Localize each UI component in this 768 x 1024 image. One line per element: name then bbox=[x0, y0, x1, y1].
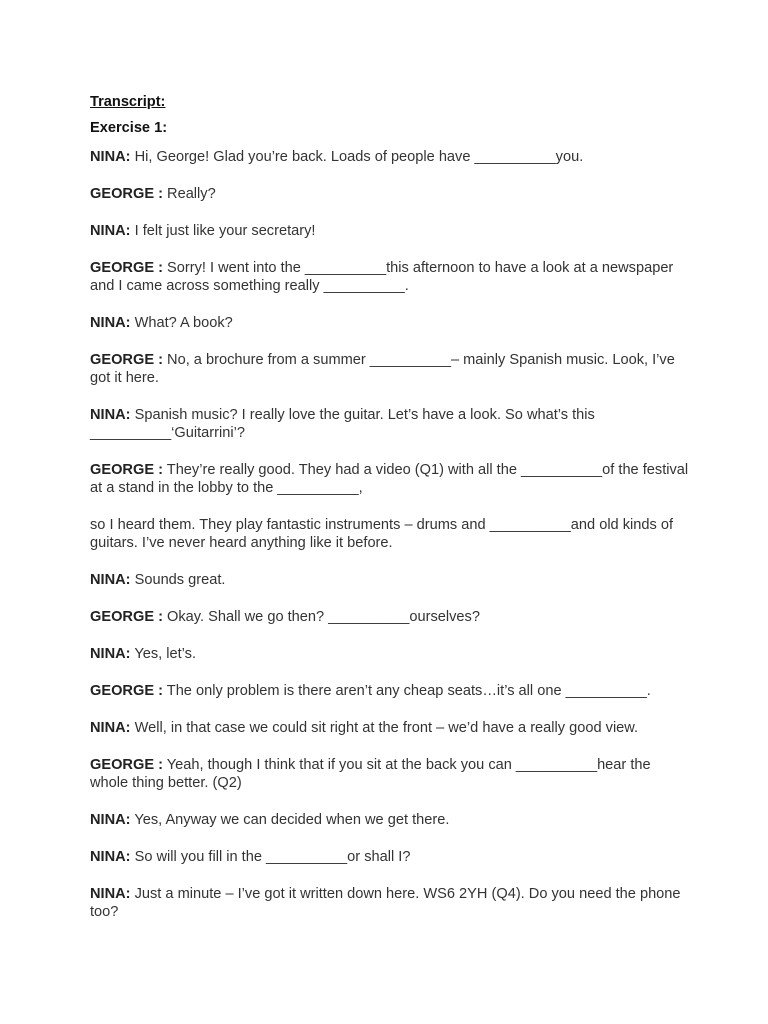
dialogue-text: So will you fill in the __________or shall I? bbox=[130, 849, 411, 865]
dialogue-text: Sounds great. bbox=[130, 572, 226, 588]
speaker-label: NINA: bbox=[90, 886, 131, 902]
speaker-label: NINA: bbox=[90, 646, 131, 662]
dialogue-line bbox=[90, 259, 690, 295]
dialogue-text: Hi, George! Glad you’re back. Loads of people have __________you. bbox=[130, 149, 584, 165]
dialogue-line bbox=[90, 756, 690, 792]
speaker-label: GEORGE : bbox=[90, 260, 163, 276]
dialogue-text: Okay. Shall we go then? __________ourselves? bbox=[162, 609, 480, 625]
speaker-label: NINA: bbox=[90, 849, 131, 865]
dialogue-line bbox=[90, 148, 690, 166]
exercise-heading: Exercise 1: bbox=[90, 120, 168, 136]
dialogue-text: Yeah, though I think that if you sit at the back you can __________hear the whole thing better. (Q2) bbox=[90, 757, 651, 791]
dialogue-line bbox=[90, 885, 690, 921]
transcript-heading: Transcript: bbox=[90, 94, 166, 110]
dialogue-line bbox=[90, 406, 690, 442]
speaker-label: NINA: bbox=[90, 149, 131, 165]
dialogue-text: Yes, Anyway we can decided when we get there. bbox=[130, 812, 450, 828]
dialogue-line bbox=[90, 682, 690, 700]
speaker-label: NINA: bbox=[90, 407, 131, 423]
speaker-label: NINA: bbox=[90, 720, 131, 736]
dialogue-text: Sorry! I went into the __________this afternoon to have a look at a newspaper and I came across something really __________. bbox=[90, 260, 674, 294]
transcript-content bbox=[90, 93, 690, 921]
dialogue-line bbox=[90, 222, 690, 240]
dialogue-line bbox=[90, 516, 690, 552]
speaker-label: NINA: bbox=[90, 315, 131, 331]
dialogue-line bbox=[90, 608, 690, 626]
speaker-label: NINA: bbox=[90, 223, 131, 239]
dialogue-line bbox=[90, 645, 690, 663]
dialogue-line bbox=[90, 719, 690, 737]
dialogue-text: Well, in that case we could sit right at the front – we’d have a really good view. bbox=[130, 720, 639, 736]
speaker-label: NINA: bbox=[90, 572, 131, 588]
dialogue-line bbox=[90, 351, 690, 387]
dialogue-line bbox=[90, 811, 690, 829]
dialogue-line bbox=[90, 461, 690, 497]
speaker-label: GEORGE : bbox=[90, 609, 163, 625]
speaker-label: GEORGE : bbox=[90, 352, 163, 368]
dialogue-text: Spanish music? I really love the guitar. Let’s have a look. So what’s this __________‘Guitarrini’? bbox=[90, 407, 595, 441]
speaker-label: NINA: bbox=[90, 812, 131, 828]
dialogue-line bbox=[90, 848, 690, 866]
speaker-label: GEORGE : bbox=[90, 186, 163, 202]
dialogue-text: Really? bbox=[162, 186, 216, 202]
dialogue-text: I felt just like your secretary! bbox=[130, 223, 316, 239]
dialogue-line bbox=[90, 571, 690, 589]
dialogue-text: so I heard them. They play fantastic instruments – drums and __________and old kinds of guitars. I’ve never heard anything like it before. bbox=[90, 517, 674, 551]
dialogue-text: What? A book? bbox=[130, 315, 233, 331]
dialogue-text: They’re really good. They had a video (Q1) with all the __________of the festival at a stand in the lobby to the __________, bbox=[90, 462, 689, 496]
speaker-label: GEORGE : bbox=[90, 757, 163, 773]
speaker-label: GEORGE : bbox=[90, 462, 163, 478]
dialogue-line bbox=[90, 314, 690, 332]
speaker-label: GEORGE : bbox=[90, 683, 163, 699]
dialogue-text: Yes, let’s. bbox=[130, 646, 196, 662]
dialogue-text: No, a brochure from a summer __________– mainly Spanish music. Look, I’ve got it here. bbox=[90, 352, 675, 386]
dialogue-text: The only problem is there aren’t any cheap seats…it’s all one __________. bbox=[162, 683, 651, 699]
dialogue-line bbox=[90, 185, 690, 203]
dialogue-text: Just a minute – I’ve got it written down here. WS6 2YH (Q4). Do you need the phone too? bbox=[90, 886, 681, 920]
